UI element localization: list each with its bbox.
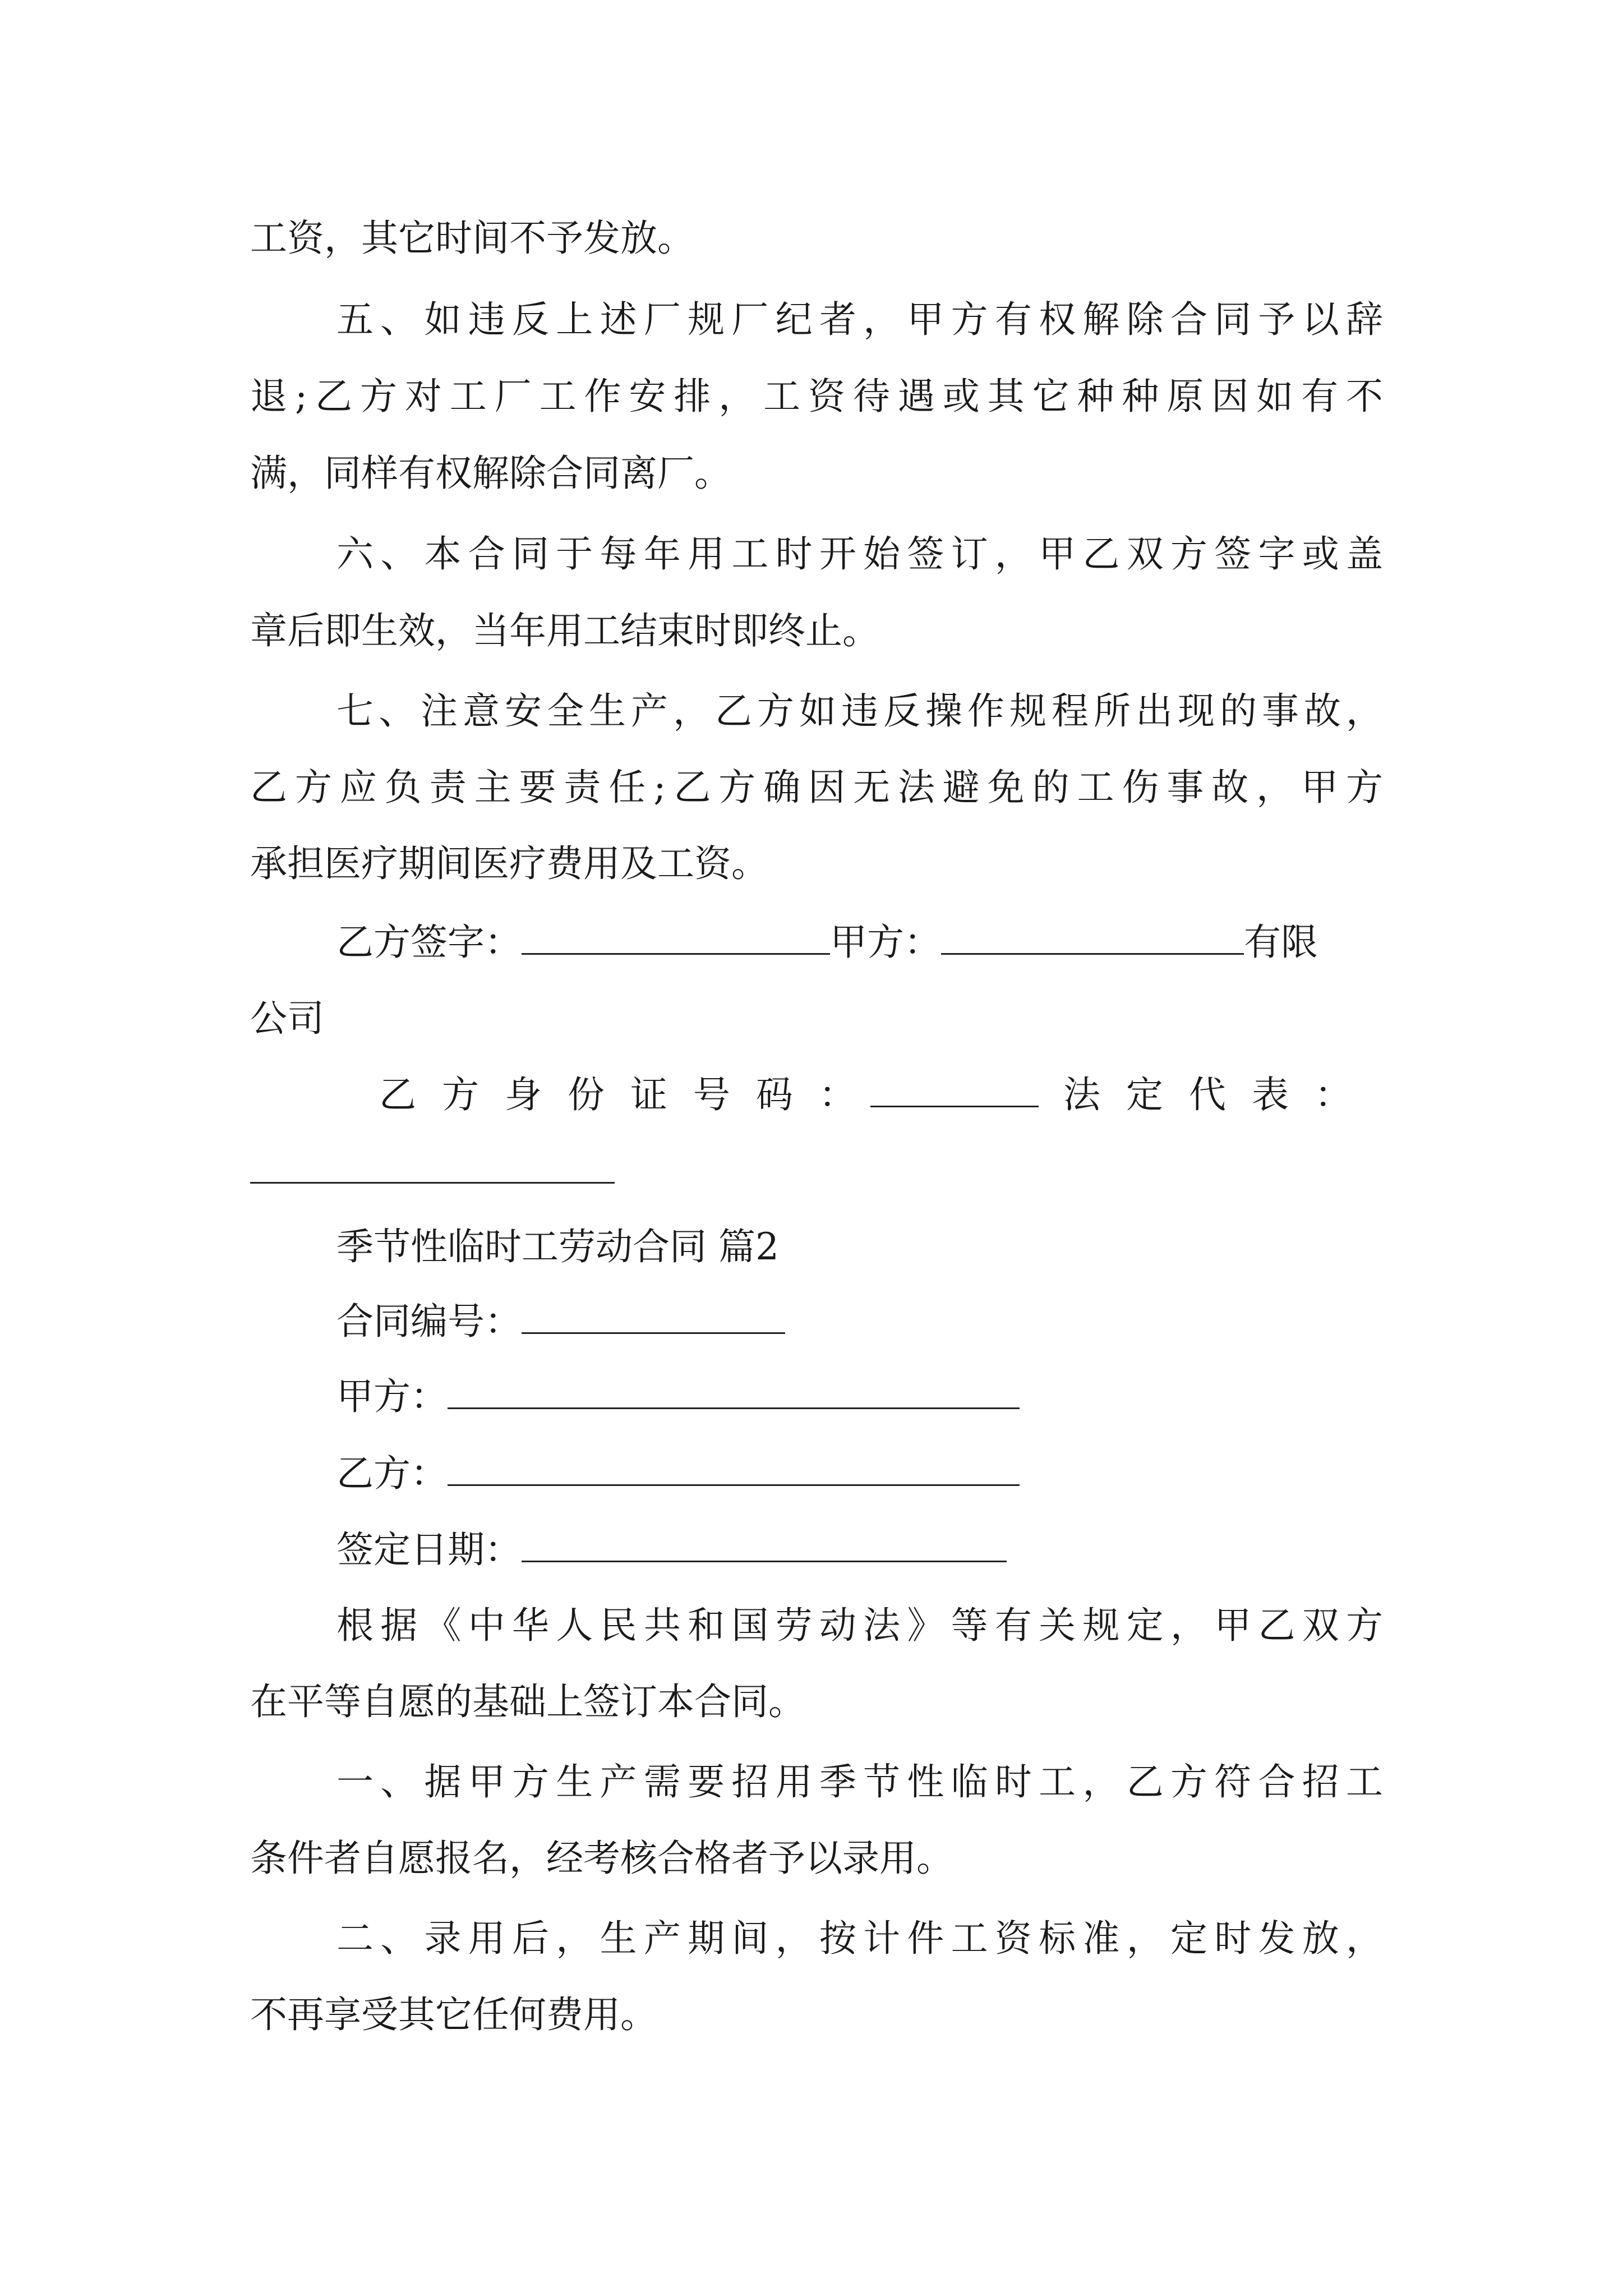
legal-rep-label: 法定代表： bbox=[1063, 1073, 1377, 1116]
clause-7-line-3: 承担医疗期间医疗费用及工资。 bbox=[250, 842, 768, 885]
party-a-field-label: 甲方： bbox=[336, 1375, 448, 1418]
legal-rep-blank bbox=[250, 1155, 615, 1184]
clause-5-line-2: 退;乙方对工厂工作安排，工资待遇或其它种种原因如有不 bbox=[250, 375, 1383, 418]
article-1-line-2: 条件者自愿报名，经考核合格者予以录用。 bbox=[250, 1837, 953, 1880]
id-row bbox=[379, 1073, 1377, 1117]
party-b-signature-blank bbox=[522, 926, 830, 955]
party-a-label: 甲方： bbox=[830, 921, 941, 964]
intro-line-2: 在平等自愿的基础上签订本合同。 bbox=[250, 1680, 805, 1723]
party-b-blank bbox=[448, 1457, 1020, 1486]
sign-date-label: 签定日期： bbox=[336, 1528, 522, 1571]
clause-6-line-1: 六、本合同于每年用工时开始签订，甲乙双方签字或盖 bbox=[336, 532, 1383, 576]
sign-date-row bbox=[336, 1527, 1007, 1572]
clause-6-line-2: 章后即生效，当年用工结束时即终止。 bbox=[250, 609, 879, 652]
company-suffix: 有限 bbox=[1244, 921, 1318, 964]
party-a-blank bbox=[448, 1381, 1020, 1409]
section-title: 季节性临时工劳动合同 篇2 bbox=[336, 1225, 779, 1268]
party-b-signature-label: 乙方签字： bbox=[336, 921, 522, 964]
sign-date-blank bbox=[522, 1534, 1007, 1562]
clause-5-line-1: 五、如违反上述厂规厂纪者，甲方有权解除合同予以辞 bbox=[336, 298, 1383, 341]
party-a-row bbox=[336, 1374, 1020, 1419]
clause-5-line-3: 满，同样有权解除合同离厂。 bbox=[250, 452, 731, 495]
company-suffix-continued: 公司 bbox=[250, 997, 324, 1040]
intro-line-1: 根据《中华人民共和国劳动法》等有关规定，甲乙双方 bbox=[336, 1604, 1383, 1647]
company-name-blank bbox=[941, 926, 1244, 955]
party-b-id-label: 乙方身份证号码： bbox=[379, 1073, 882, 1116]
legal-rep-line bbox=[250, 1149, 615, 1194]
clause-7-line-1: 七、注意安全生产，乙方如违反操作规程所出现的事故， bbox=[336, 689, 1383, 733]
article-1-line-1: 一、据甲方生产需要招用季节性临时工，乙方符合招工 bbox=[336, 1760, 1383, 1803]
party-b-field-label: 乙方： bbox=[336, 1452, 448, 1495]
article-2-line-2: 不再享受其它任何费用。 bbox=[250, 1993, 657, 2036]
article-2-line-1: 二、录用后，生产期间，按计件工资标准，定时发放， bbox=[336, 1917, 1383, 1960]
party-b-id-blank bbox=[870, 1079, 1039, 1107]
signature-row bbox=[336, 920, 1318, 965]
contract-no-label: 合同编号： bbox=[336, 1300, 522, 1343]
contract-no-blank bbox=[522, 1305, 785, 1334]
clause-7-line-2: 乙方应负责主要责任;乙方确因无法避免的工伤事故，甲方 bbox=[250, 766, 1383, 809]
contract-no-row bbox=[336, 1299, 785, 1344]
party-b-row bbox=[336, 1451, 1020, 1496]
paragraph-line: 工资，其它时间不予发放。 bbox=[250, 217, 694, 260]
